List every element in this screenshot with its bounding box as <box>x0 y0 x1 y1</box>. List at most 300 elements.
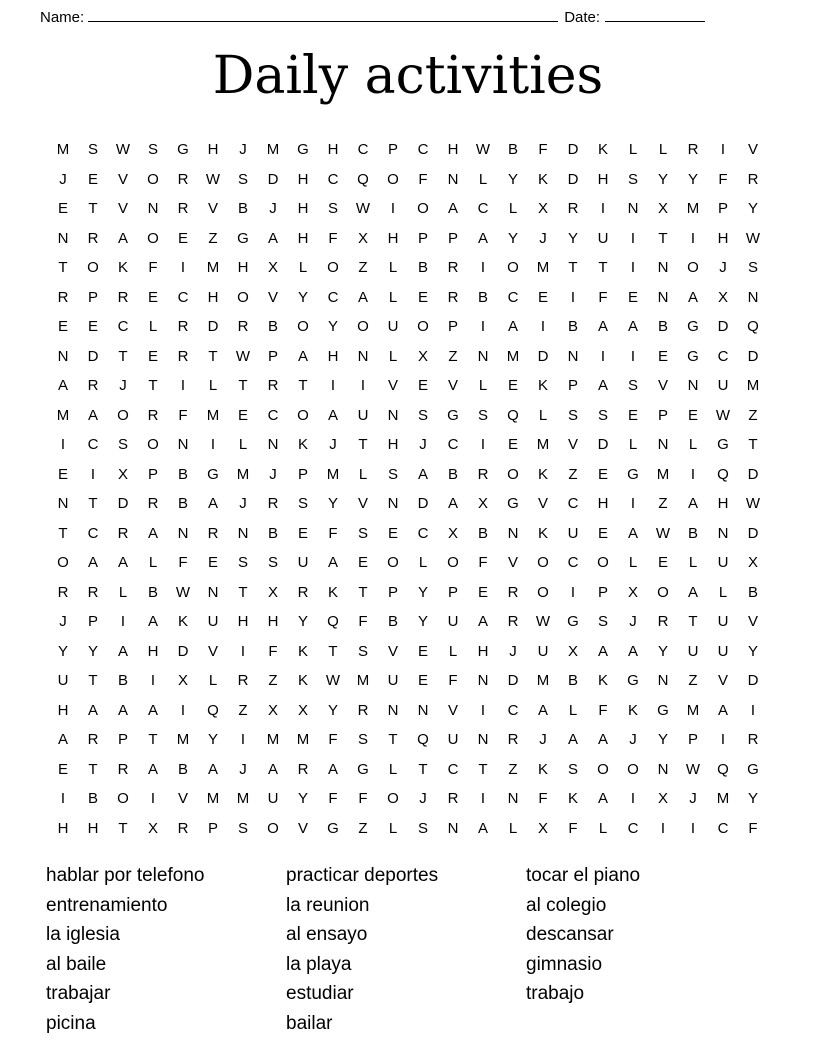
grid-cell[interactable]: B <box>657 318 668 336</box>
grid-cell[interactable]: C <box>507 701 519 719</box>
grid-cell[interactable]: R <box>117 760 129 778</box>
grid-cell[interactable]: N <box>357 347 369 365</box>
grid-cell[interactable]: E <box>597 524 608 542</box>
grid-cell[interactable]: C <box>507 288 519 306</box>
grid-cell[interactable]: I <box>480 790 486 808</box>
grid-cell[interactable]: U <box>687 642 699 660</box>
grid-cell[interactable]: C <box>627 819 639 837</box>
grid-cell[interactable]: L <box>208 672 218 690</box>
grid-cell[interactable]: R <box>747 170 759 188</box>
grid-cell[interactable]: I <box>630 790 636 808</box>
grid-cell[interactable]: F <box>478 554 488 572</box>
grid-cell[interactable]: K <box>117 259 128 277</box>
grid-cell[interactable]: R <box>87 583 99 601</box>
grid-cell[interactable]: E <box>657 347 668 365</box>
grid-cell[interactable]: M <box>206 259 220 277</box>
grid-cell[interactable]: D <box>567 170 579 188</box>
grid-cell[interactable]: N <box>477 672 489 690</box>
grid-cell[interactable]: A <box>477 229 488 247</box>
grid-cell[interactable]: S <box>267 554 278 572</box>
grid-cell[interactable]: T <box>568 259 578 277</box>
grid-cell[interactable]: N <box>177 524 189 542</box>
grid-cell[interactable]: X <box>417 347 428 365</box>
date-input-line[interactable] <box>605 8 705 22</box>
grid-cell[interactable]: B <box>177 465 188 483</box>
grid-cell[interactable]: O <box>267 819 279 837</box>
grid-cell[interactable]: R <box>567 200 579 218</box>
grid-cell[interactable]: H <box>237 259 249 277</box>
grid-cell[interactable]: D <box>747 465 759 483</box>
grid-cell[interactable]: Z <box>748 406 758 424</box>
grid-cell[interactable]: E <box>147 288 158 306</box>
grid-cell[interactable]: A <box>327 554 338 572</box>
grid-cell[interactable]: C <box>417 524 429 542</box>
grid-cell[interactable]: X <box>147 819 158 837</box>
grid-cell[interactable]: T <box>88 760 98 778</box>
grid-cell[interactable]: M <box>356 672 370 690</box>
grid-cell[interactable]: L <box>508 819 518 837</box>
grid-cell[interactable]: L <box>448 642 458 660</box>
grid-cell[interactable]: O <box>117 406 129 424</box>
grid-cell[interactable]: B <box>447 465 458 483</box>
grid-cell[interactable]: N <box>507 524 519 542</box>
grid-cell[interactable]: J <box>329 436 337 454</box>
grid-cell[interactable]: N <box>657 259 669 277</box>
grid-cell[interactable]: Z <box>358 819 368 837</box>
grid-cell[interactable]: S <box>327 200 338 218</box>
grid-cell[interactable]: G <box>687 347 699 365</box>
grid-cell[interactable]: Y <box>747 790 758 808</box>
grid-cell[interactable]: H <box>597 495 609 513</box>
grid-cell[interactable]: R <box>747 731 759 749</box>
grid-cell[interactable]: L <box>628 554 638 572</box>
grid-cell[interactable]: B <box>687 524 698 542</box>
grid-cell[interactable]: V <box>117 200 128 218</box>
grid-cell[interactable]: B <box>567 318 578 336</box>
grid-cell[interactable]: S <box>627 170 638 188</box>
grid-cell[interactable]: N <box>447 819 459 837</box>
grid-cell[interactable]: R <box>177 318 189 336</box>
grid-cell[interactable]: T <box>688 613 698 631</box>
grid-cell[interactable]: A <box>117 229 128 247</box>
grid-cell[interactable]: S <box>357 642 368 660</box>
grid-cell[interactable]: T <box>118 347 128 365</box>
grid-cell[interactable]: Z <box>238 701 248 719</box>
grid-cell[interactable]: R <box>237 318 249 336</box>
grid-cell[interactable]: F <box>178 406 188 424</box>
grid-cell[interactable]: H <box>297 229 309 247</box>
grid-cell[interactable]: A <box>57 731 68 749</box>
grid-cell[interactable]: S <box>387 465 398 483</box>
grid-cell[interactable]: W <box>715 406 731 424</box>
grid-cell[interactable]: E <box>57 318 68 336</box>
grid-cell[interactable]: K <box>297 672 308 690</box>
grid-cell[interactable]: S <box>147 141 158 159</box>
grid-cell[interactable]: O <box>147 436 159 454</box>
grid-cell[interactable]: L <box>388 347 398 365</box>
grid-cell[interactable]: O <box>117 790 129 808</box>
grid-cell[interactable]: S <box>417 406 428 424</box>
grid-cell[interactable]: A <box>147 760 158 778</box>
grid-cell[interactable]: Z <box>658 495 668 513</box>
grid-cell[interactable]: X <box>717 288 728 306</box>
grid-cell[interactable]: M <box>56 406 70 424</box>
grid-cell[interactable]: R <box>507 613 519 631</box>
grid-cell[interactable]: I <box>60 436 66 454</box>
grid-cell[interactable]: E <box>177 229 188 247</box>
grid-cell[interactable]: O <box>597 760 609 778</box>
grid-cell[interactable]: C <box>117 318 129 336</box>
grid-cell[interactable]: I <box>630 495 636 513</box>
grid-cell[interactable]: N <box>447 170 459 188</box>
grid-cell[interactable]: V <box>447 377 458 395</box>
grid-cell[interactable]: G <box>447 406 459 424</box>
grid-cell[interactable]: I <box>720 731 726 749</box>
grid-cell[interactable]: A <box>597 731 608 749</box>
grid-cell[interactable]: X <box>477 495 488 513</box>
grid-cell[interactable]: J <box>419 436 427 454</box>
grid-cell[interactable]: I <box>600 200 606 218</box>
grid-cell[interactable]: G <box>357 760 369 778</box>
grid-cell[interactable]: I <box>480 436 486 454</box>
grid-cell[interactable]: F <box>328 524 338 542</box>
grid-cell[interactable]: A <box>147 524 158 542</box>
grid-cell[interactable]: M <box>686 200 700 218</box>
grid-cell[interactable]: G <box>747 760 759 778</box>
grid-cell[interactable]: C <box>327 288 339 306</box>
grid-cell[interactable]: T <box>118 819 128 837</box>
grid-cell[interactable]: I <box>150 672 156 690</box>
grid-cell[interactable]: H <box>387 229 399 247</box>
grid-cell[interactable]: N <box>477 347 489 365</box>
grid-cell[interactable]: U <box>267 790 279 808</box>
grid-cell[interactable]: Q <box>207 701 219 719</box>
grid-cell[interactable]: U <box>567 524 579 542</box>
grid-cell[interactable]: Y <box>657 170 668 188</box>
grid-cell[interactable]: V <box>657 377 668 395</box>
grid-cell[interactable]: F <box>598 288 608 306</box>
grid-cell[interactable]: Y <box>657 731 668 749</box>
grid-cell[interactable]: E <box>87 318 98 336</box>
grid-cell[interactable]: R <box>687 141 699 159</box>
grid-cell[interactable]: B <box>117 672 128 690</box>
grid-cell[interactable]: L <box>688 436 698 454</box>
grid-cell[interactable]: D <box>747 672 759 690</box>
grid-cell[interactable]: A <box>87 554 98 572</box>
grid-cell[interactable]: B <box>567 672 578 690</box>
grid-cell[interactable]: K <box>537 465 548 483</box>
grid-cell[interactable]: I <box>630 259 636 277</box>
grid-cell[interactable]: R <box>147 495 159 513</box>
grid-cell[interactable]: M <box>656 465 670 483</box>
grid-cell[interactable]: O <box>57 554 69 572</box>
grid-cell[interactable]: S <box>357 524 368 542</box>
grid-cell[interactable]: R <box>657 613 669 631</box>
grid-cell[interactable]: C <box>717 347 729 365</box>
grid-cell[interactable]: U <box>387 318 399 336</box>
grid-cell[interactable]: A <box>297 347 308 365</box>
grid-cell[interactable]: U <box>357 406 369 424</box>
grid-cell[interactable]: X <box>627 583 638 601</box>
grid-cell[interactable]: T <box>358 583 368 601</box>
grid-cell[interactable]: T <box>328 642 338 660</box>
grid-cell[interactable]: N <box>657 760 669 778</box>
grid-cell[interactable]: Y <box>747 200 758 218</box>
grid-cell[interactable]: S <box>87 141 98 159</box>
grid-cell[interactable]: Y <box>507 170 518 188</box>
grid-cell[interactable]: I <box>390 200 396 218</box>
grid-cell[interactable]: Z <box>448 347 458 365</box>
grid-cell[interactable]: I <box>600 347 606 365</box>
grid-cell[interactable]: B <box>747 583 758 601</box>
grid-cell[interactable]: T <box>88 495 98 513</box>
grid-cell[interactable]: Y <box>417 583 428 601</box>
grid-cell[interactable]: H <box>327 347 339 365</box>
grid-cell[interactable]: Z <box>268 672 278 690</box>
grid-cell[interactable]: T <box>418 760 428 778</box>
grid-cell[interactable]: M <box>176 731 190 749</box>
grid-cell[interactable]: X <box>567 642 578 660</box>
grid-cell[interactable]: I <box>480 259 486 277</box>
grid-cell[interactable]: C <box>87 524 99 542</box>
grid-cell[interactable]: E <box>417 642 428 660</box>
grid-cell[interactable]: Y <box>747 642 758 660</box>
grid-cell[interactable]: O <box>327 259 339 277</box>
grid-cell[interactable]: L <box>658 141 668 159</box>
grid-cell[interactable]: B <box>267 318 278 336</box>
grid-cell[interactable]: A <box>327 760 338 778</box>
grid-cell[interactable]: J <box>119 377 127 395</box>
grid-cell[interactable]: G <box>507 495 519 513</box>
grid-cell[interactable]: A <box>57 377 68 395</box>
grid-cell[interactable]: I <box>690 465 696 483</box>
grid-cell[interactable]: A <box>687 288 698 306</box>
grid-cell[interactable]: I <box>540 318 546 336</box>
grid-cell[interactable]: T <box>658 229 668 247</box>
grid-cell[interactable]: H <box>87 819 99 837</box>
grid-cell[interactable]: C <box>327 170 339 188</box>
grid-cell[interactable]: W <box>205 170 221 188</box>
grid-cell[interactable]: T <box>58 524 68 542</box>
grid-cell[interactable]: A <box>717 701 728 719</box>
grid-cell[interactable]: Q <box>357 170 369 188</box>
grid-cell[interactable]: M <box>746 377 760 395</box>
grid-cell[interactable]: M <box>536 259 550 277</box>
grid-cell[interactable]: O <box>147 170 159 188</box>
grid-cell[interactable]: H <box>237 613 249 631</box>
grid-cell[interactable]: E <box>357 554 368 572</box>
grid-cell[interactable]: T <box>208 347 218 365</box>
grid-cell[interactable]: X <box>537 819 548 837</box>
grid-cell[interactable]: G <box>567 613 579 631</box>
grid-cell[interactable]: T <box>478 760 488 778</box>
grid-cell[interactable]: A <box>117 554 128 572</box>
grid-cell[interactable]: S <box>627 377 638 395</box>
grid-cell[interactable]: U <box>57 672 69 690</box>
grid-cell[interactable]: M <box>266 141 280 159</box>
grid-cell[interactable]: Z <box>568 465 578 483</box>
grid-cell[interactable]: K <box>537 170 548 188</box>
grid-cell[interactable]: U <box>447 613 459 631</box>
grid-cell[interactable]: F <box>748 819 758 837</box>
grid-cell[interactable]: E <box>417 288 428 306</box>
grid-cell[interactable]: K <box>627 701 638 719</box>
grid-cell[interactable]: E <box>687 406 698 424</box>
grid-cell[interactable]: N <box>387 495 399 513</box>
grid-cell[interactable]: J <box>539 229 547 247</box>
grid-cell[interactable]: P <box>297 465 308 483</box>
grid-cell[interactable]: E <box>627 288 638 306</box>
grid-cell[interactable]: V <box>297 819 308 837</box>
grid-cell[interactable]: M <box>506 347 520 365</box>
grid-cell[interactable]: T <box>298 377 308 395</box>
grid-cell[interactable]: M <box>716 790 730 808</box>
grid-cell[interactable]: Y <box>207 731 218 749</box>
grid-cell[interactable]: W <box>685 760 701 778</box>
grid-cell[interactable]: K <box>537 760 548 778</box>
grid-cell[interactable]: X <box>357 229 368 247</box>
grid-cell[interactable]: N <box>177 436 189 454</box>
grid-cell[interactable]: P <box>87 613 98 631</box>
grid-cell[interactable]: C <box>267 406 279 424</box>
grid-cell[interactable]: F <box>328 229 338 247</box>
grid-cell[interactable]: B <box>477 288 488 306</box>
grid-cell[interactable]: A <box>627 524 638 542</box>
grid-cell[interactable]: K <box>297 436 308 454</box>
grid-cell[interactable]: L <box>688 554 698 572</box>
grid-cell[interactable]: O <box>387 170 399 188</box>
grid-cell[interactable]: S <box>567 760 578 778</box>
grid-cell[interactable]: O <box>447 554 459 572</box>
grid-cell[interactable]: G <box>237 229 249 247</box>
grid-cell[interactable]: I <box>240 642 246 660</box>
grid-cell[interactable]: B <box>507 141 518 159</box>
grid-cell[interactable]: H <box>267 613 279 631</box>
grid-cell[interactable]: R <box>177 347 189 365</box>
grid-cell[interactable]: Q <box>417 731 429 749</box>
grid-cell[interactable]: H <box>297 200 309 218</box>
grid-cell[interactable]: R <box>357 701 369 719</box>
grid-cell[interactable]: O <box>627 760 639 778</box>
grid-cell[interactable]: K <box>597 141 608 159</box>
grid-cell[interactable]: M <box>266 731 280 749</box>
grid-cell[interactable]: T <box>88 672 98 690</box>
grid-cell[interactable]: I <box>120 613 126 631</box>
grid-cell[interactable]: L <box>508 200 518 218</box>
grid-cell[interactable]: I <box>570 583 576 601</box>
grid-cell[interactable]: J <box>719 259 727 277</box>
grid-cell[interactable]: T <box>148 731 158 749</box>
grid-cell[interactable]: L <box>148 554 158 572</box>
grid-cell[interactable]: M <box>56 141 70 159</box>
grid-cell[interactable]: Y <box>327 495 338 513</box>
grid-cell[interactable]: L <box>298 259 308 277</box>
grid-cell[interactable]: I <box>180 377 186 395</box>
grid-cell[interactable]: A <box>567 731 578 749</box>
grid-cell[interactable]: L <box>628 141 638 159</box>
grid-cell[interactable]: R <box>117 524 129 542</box>
grid-cell[interactable]: I <box>90 465 96 483</box>
grid-cell[interactable]: V <box>747 141 758 159</box>
grid-cell[interactable]: F <box>358 613 368 631</box>
grid-cell[interactable]: H <box>207 288 219 306</box>
grid-cell[interactable]: R <box>207 524 219 542</box>
grid-cell[interactable]: V <box>267 288 278 306</box>
grid-cell[interactable]: P <box>687 731 698 749</box>
grid-cell[interactable]: K <box>537 377 548 395</box>
grid-cell[interactable]: C <box>447 760 459 778</box>
grid-cell[interactable]: H <box>597 170 609 188</box>
grid-cell[interactable]: T <box>598 259 608 277</box>
grid-cell[interactable]: E <box>207 554 218 572</box>
grid-cell[interactable]: X <box>657 200 668 218</box>
grid-cell[interactable]: R <box>297 760 309 778</box>
grid-cell[interactable]: L <box>538 406 548 424</box>
grid-cell[interactable]: X <box>267 701 278 719</box>
grid-cell[interactable]: L <box>208 377 218 395</box>
grid-cell[interactable]: F <box>328 731 338 749</box>
grid-cell[interactable]: M <box>296 731 310 749</box>
grid-cell[interactable]: G <box>627 465 639 483</box>
grid-cell[interactable]: Y <box>297 790 308 808</box>
grid-cell[interactable]: I <box>630 229 636 247</box>
grid-cell[interactable]: V <box>447 701 458 719</box>
grid-cell[interactable]: G <box>297 141 309 159</box>
grid-cell[interactable]: M <box>206 790 220 808</box>
grid-cell[interactable]: L <box>388 760 398 778</box>
grid-cell[interactable]: N <box>657 672 669 690</box>
grid-cell[interactable]: N <box>57 229 69 247</box>
grid-cell[interactable]: I <box>180 259 186 277</box>
grid-cell[interactable]: O <box>297 406 309 424</box>
grid-cell[interactable]: H <box>477 642 489 660</box>
grid-cell[interactable]: E <box>477 583 488 601</box>
grid-cell[interactable]: F <box>538 141 548 159</box>
grid-cell[interactable]: A <box>87 701 98 719</box>
grid-cell[interactable]: C <box>357 141 369 159</box>
grid-cell[interactable]: R <box>447 288 459 306</box>
grid-cell[interactable]: Z <box>508 760 518 778</box>
grid-cell[interactable]: S <box>357 731 368 749</box>
grid-cell[interactable]: L <box>478 377 488 395</box>
grid-cell[interactable]: L <box>568 701 578 719</box>
grid-cell[interactable]: G <box>177 141 189 159</box>
grid-cell[interactable]: O <box>537 554 549 572</box>
grid-cell[interactable]: W <box>745 495 761 513</box>
grid-cell[interactable]: V <box>747 613 758 631</box>
grid-cell[interactable]: D <box>747 524 759 542</box>
grid-cell[interactable]: O <box>507 465 519 483</box>
grid-cell[interactable]: Y <box>57 642 68 660</box>
grid-cell[interactable]: L <box>388 819 398 837</box>
grid-cell[interactable]: A <box>327 406 338 424</box>
grid-cell[interactable]: B <box>87 790 98 808</box>
grid-cell[interactable]: R <box>267 377 279 395</box>
grid-cell[interactable]: W <box>175 583 191 601</box>
grid-cell[interactable]: K <box>327 583 338 601</box>
grid-cell[interactable]: X <box>657 790 668 808</box>
grid-cell[interactable]: E <box>297 524 308 542</box>
grid-cell[interactable]: L <box>598 819 608 837</box>
grid-cell[interactable]: I <box>570 288 576 306</box>
grid-cell[interactable]: R <box>177 819 189 837</box>
grid-cell[interactable]: M <box>536 436 550 454</box>
grid-cell[interactable]: G <box>717 436 729 454</box>
grid-cell[interactable]: L <box>388 259 398 277</box>
grid-cell[interactable]: N <box>567 347 579 365</box>
grid-cell[interactable]: O <box>537 583 549 601</box>
grid-cell[interactable]: I <box>660 819 666 837</box>
